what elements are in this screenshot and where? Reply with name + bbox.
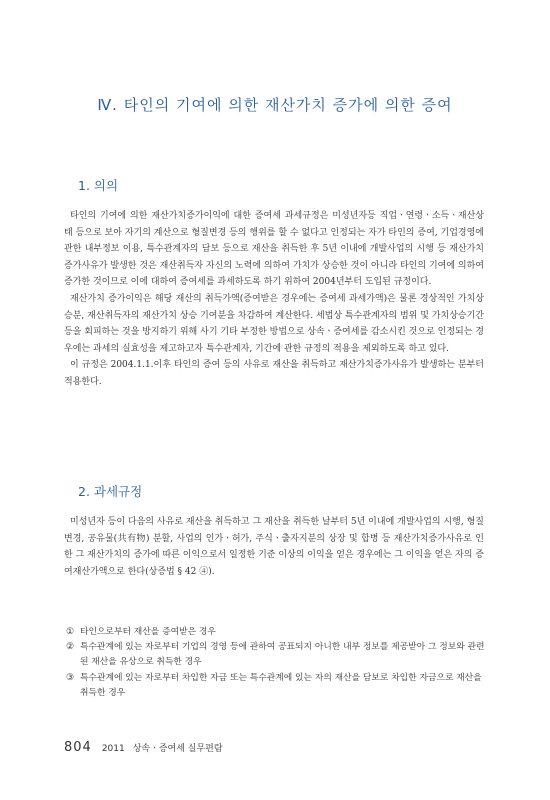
list-item xyxy=(66,625,490,640)
page-footer xyxy=(64,740,223,755)
item-text: 특수관계에 있는 자로부터 기업의 경영 등에 관하여 공표되지 아니한 내부 정보를 제공받아 그 정보와 관련된 재산을 유상으로 취득한 경우 xyxy=(80,642,485,668)
item-number: ① xyxy=(66,627,74,637)
item-number: ② xyxy=(66,642,74,653)
paragraph: 재산가치 증가이익은 해당 재산의 취득가액(증여받은 경우에는 증여세 과세가액)은 물론 경상적인 가치상승분, 재산취득자의 재산가치 상승 기여분을 차감하여 계산한다. 세법상 특수관계자의 범위 및 가치상승기간 등을 회피하는 것을 방지하기 위해 사기 기타 부정한 방법으로 상속ㆍ증여세를 감소시킨 것으로 인정되는 경우에는 과세의 실효성을 제고하고자 특수관계자, 기간에 관한 규정의 적용을 제외하도록 하고 있다. xyxy=(64,293,484,354)
footer-year: 2011 xyxy=(101,744,125,754)
list-item xyxy=(66,640,490,670)
paragraph: 타인의 기여에 의한 재산가치증가이익에 대한 증여세 과세규정은 미성년자등 직업ㆍ연령ㆍ소득ㆍ재산상태 등으로 보아 자기의 계산으로 형질변경 등의 행위를 할 수 없다고 인정되는 자가 타인의 증여, 기업경영에 관한 내부정보 이용, 특수관계자의 담보 등으로 재산을 취득한 후 5년 이내에 개발사업의 시행 등 재산가치 증가사유가 발생한 것은 재산취득자 자신의 노력에 의하여 가치가 상승한 것이 아니라 타인의 기여에 의하여 증가한 것이므로 이에 대하여 증여세를 과세하도록 하기 위하여 2004년부터 도입된 규정이다. xyxy=(64,211,484,288)
footer-book-title: 상속ㆍ증여세 실무편람 xyxy=(132,744,223,754)
section-heading-2: 2. 과세규정 xyxy=(78,484,143,499)
section-heading-1: 1. 의의 xyxy=(78,178,119,193)
condition-list xyxy=(66,625,490,701)
paragraph: 이 규정은 2004.1.1.이후 타인의 증여 등의 사유로 재산을 취득하고 재산가치증가사유가 발생하는 분부터 적용한다. xyxy=(64,360,484,387)
item-text: 타인으로부터 재산을 증여받은 경우 xyxy=(80,627,216,637)
section-2-body xyxy=(64,514,484,580)
section-1-body xyxy=(64,208,484,391)
chapter-title: Ⅳ. 타인의 기여에 의한 재산가치 증가에 의한 증여 xyxy=(97,96,453,114)
paragraph: 미성년자 등이 다음의 사유로 재산을 취득하고 그 재산을 취득한 날부터 5년 이내에 개발사업의 시행, 형질변경, 공유물(共有物) 분할, 사업의 인가ㆍ허가, 주식ㆍ출자지분의 상장 및 합병 등 재산가치증가사유로 인한 그 재산가치의 증가에 따른 이익으로서 일정한 기준 이상의 이익을 얻은 경우에는 그 이익을 얻은 자의 증여재산가액으로 한다(상증법 § 42 ④). xyxy=(64,517,484,577)
list-item xyxy=(66,671,490,701)
item-text: 특수관계에 있는 자로부터 차입한 자금 또는 특수관계에 있는 자의 재산을 담보로 차입한 자금으로 재산을 취득한 경우 xyxy=(80,672,482,698)
item-number: ③ xyxy=(66,672,74,683)
page-number: 804 xyxy=(64,740,92,755)
